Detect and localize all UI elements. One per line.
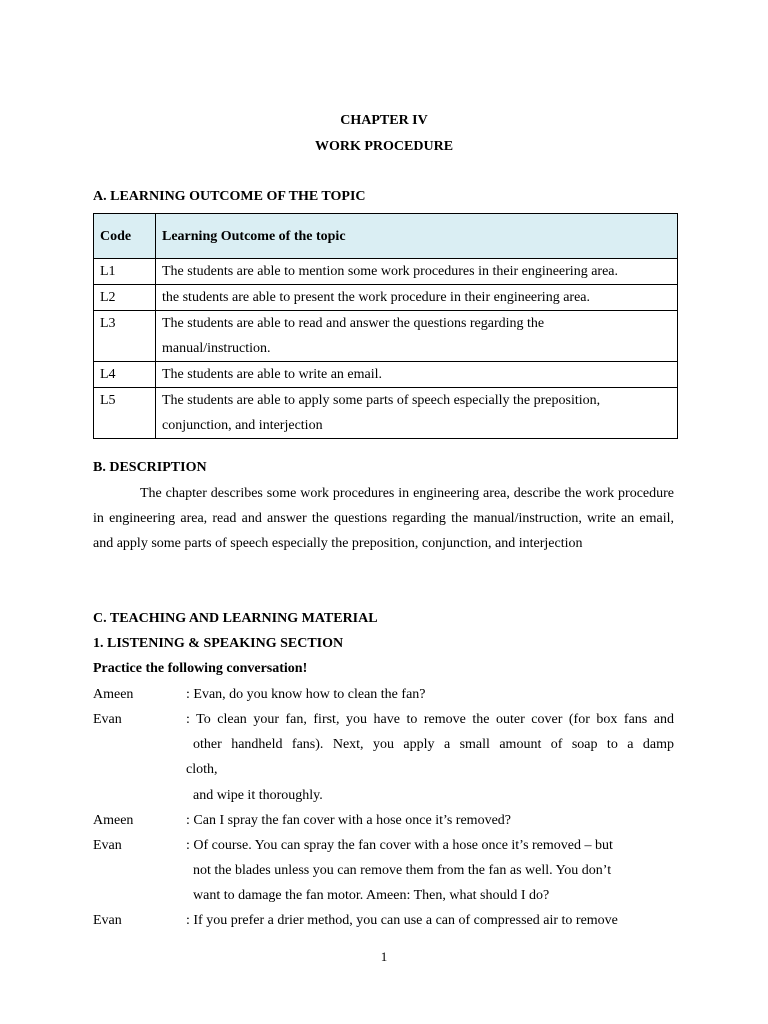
table-cell-outcome (156, 259, 678, 285)
table-cell-code: L4 (94, 362, 156, 388)
dialogue-line: other handheld fans). Next, you apply a small amount of soap to a damp (193, 737, 674, 752)
outcome-line: The students are able to mention some work procedures in their engineering area. (162, 264, 619, 279)
table-row (94, 362, 678, 388)
page-number: 1 (380, 949, 388, 964)
dialogue-line: and wipe it thoroughly. (193, 788, 323, 803)
chapter-title: WORK PROCEDURE (314, 139, 454, 154)
outcome-line: The students are able to write an email. (162, 367, 383, 382)
table-cell-code: L5 (94, 388, 156, 439)
dialogue-speaker: Ameen (93, 813, 134, 828)
table-row (94, 388, 678, 439)
table-cell-outcome (156, 285, 678, 311)
dialogue-line: : Of course. You can spray the fan cover with a hose once it’s removed – but (186, 838, 613, 853)
description-paragraph (93, 481, 674, 556)
table-cell-outcome (156, 311, 678, 362)
table-row (94, 259, 678, 285)
table-cell-outcome (156, 362, 678, 388)
table-cell-code: L2 (94, 285, 156, 311)
table-cell-code: L3 (94, 311, 156, 362)
practice-instruction: Practice the following conversation! (93, 661, 308, 676)
outcome-line: The students are able to apply some parts of speech especially the preposition, (162, 393, 601, 408)
dialogue-line: : To clean your fan, first, you have to remove the outer cover (for box fans and (186, 712, 674, 727)
learning-outcome-table (93, 213, 678, 439)
dialogue-line: : If you prefer a drier method, you can use a can of compressed air to remove (186, 913, 618, 928)
table-row (94, 311, 678, 362)
table-header-row (94, 214, 678, 259)
dialogue-line: : Evan, do you know how to clean the fan? (186, 687, 426, 702)
outcome-line: The students are able to read and answer the questions regarding the (162, 316, 545, 331)
section-c-heading: C. TEACHING AND LEARNING MATERIAL (93, 611, 378, 626)
table-row (94, 285, 678, 311)
dialogue-line: want to damage the fan motor. Ameen: Then, what should I do? (193, 888, 550, 903)
outcome-line: conjunction, and interjection (162, 418, 323, 433)
outcome-line: the students are able to present the work procedure in their engineering area. (162, 290, 590, 305)
dialogue-speaker: Evan (93, 838, 122, 853)
table-cell-outcome (156, 388, 678, 439)
table-header-code: Code (94, 214, 156, 259)
outcome-line: manual/instruction. (162, 341, 271, 356)
dialogue-speaker: Ameen (93, 687, 134, 702)
table-cell-code: L1 (94, 259, 156, 285)
section-b-heading: B. DESCRIPTION (93, 460, 207, 475)
dialogue-speaker: Evan (93, 913, 122, 928)
section-a-heading: A. LEARNING OUTCOME OF THE TOPIC (93, 189, 366, 204)
chapter-number: CHAPTER IV (340, 113, 428, 128)
dialogue-line: : Can I spray the fan cover with a hose once it’s removed? (186, 813, 512, 828)
listening-speaking-heading: 1. LISTENING & SPEAKING SECTION (93, 636, 344, 651)
dialogue-line: cloth, (186, 762, 218, 777)
dialogue-line: not the blades unless you can remove them from the fan as well. You don’t (193, 863, 612, 878)
dialogue-speaker: Evan (93, 712, 122, 727)
table-header-outcome: Learning Outcome of the topic (156, 214, 678, 259)
description-text: The chapter describes some work procedures in engineering area, describe the work procedure in engineering area, read and answer the questions regarding the manual/instruction, write an email, and apply some parts of speech especially the preposition, conjunction, and interjection (93, 486, 674, 551)
